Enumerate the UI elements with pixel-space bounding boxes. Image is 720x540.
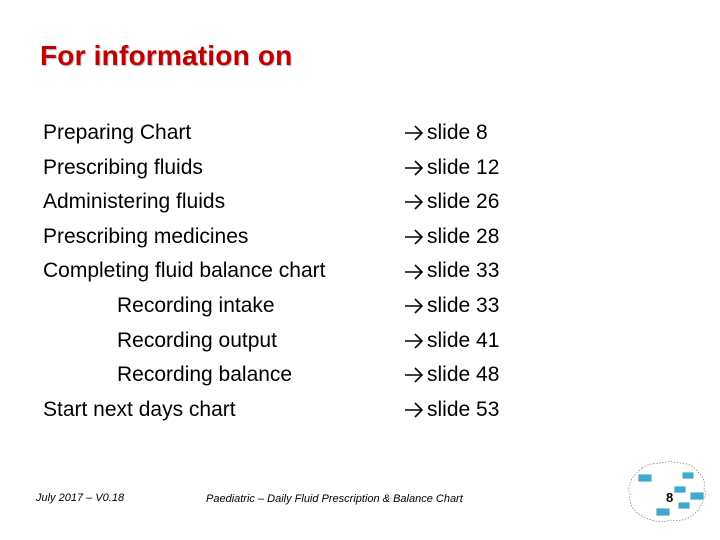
right-arrow-icon [403,192,425,212]
right-arrow-icon [403,227,425,247]
slide-reference[interactable] [403,151,499,186]
page-title: For information on [40,40,293,71]
slide-reference[interactable] [403,358,499,393]
slide-reference-label: slide 33 [427,293,500,317]
right-arrow-icon [403,262,425,282]
slide-reference[interactable] [403,185,499,220]
page-number: 8 [666,490,674,505]
topic-list [43,116,326,427]
footer-document-title: Paediatric – Daily Fluid Prescription & Balance Chart [206,493,463,505]
slide-reference[interactable] [403,289,499,324]
slide-reference[interactable] [403,254,499,289]
slide-reference-list [403,116,499,427]
slide-reference-label: slide 28 [427,224,500,248]
slide-reference[interactable] [403,220,499,255]
slide-reference-label: slide 26 [427,190,500,214]
right-arrow-icon [403,365,425,385]
topic-item: Preparing Chart [43,121,192,144]
footer-date: July 2017 – V0.18 [36,492,125,504]
topic-item: Completing fluid balance chart [43,259,326,283]
slide-reference-label: slide 48 [427,363,500,387]
topic-subitem: Recording intake [117,293,275,317]
slide-reference-label: slide 53 [427,397,500,421]
slide-reference-label: slide 8 [427,121,488,144]
topic-item: Start next days chart [43,397,236,421]
topic-item: Prescribing fluids [43,155,203,179]
right-arrow-icon [403,331,425,351]
right-arrow-icon [403,296,425,316]
slide-reference-label: slide 41 [427,328,500,352]
slide-reference[interactable] [403,116,499,151]
slide-reference-label: slide 33 [427,259,500,283]
slide-reference[interactable] [403,324,499,359]
topic-item: Prescribing medicines [43,224,249,248]
topic-subitem: Recording output [117,328,277,352]
right-arrow-icon [403,400,425,420]
topic-subitem: Recording balance [117,363,293,387]
slide-reference-label: slide 12 [427,155,500,179]
right-arrow-icon [403,123,425,143]
right-arrow-icon [403,158,425,178]
topic-item: Administering fluids [43,190,226,214]
slide-reference[interactable] [403,393,499,428]
